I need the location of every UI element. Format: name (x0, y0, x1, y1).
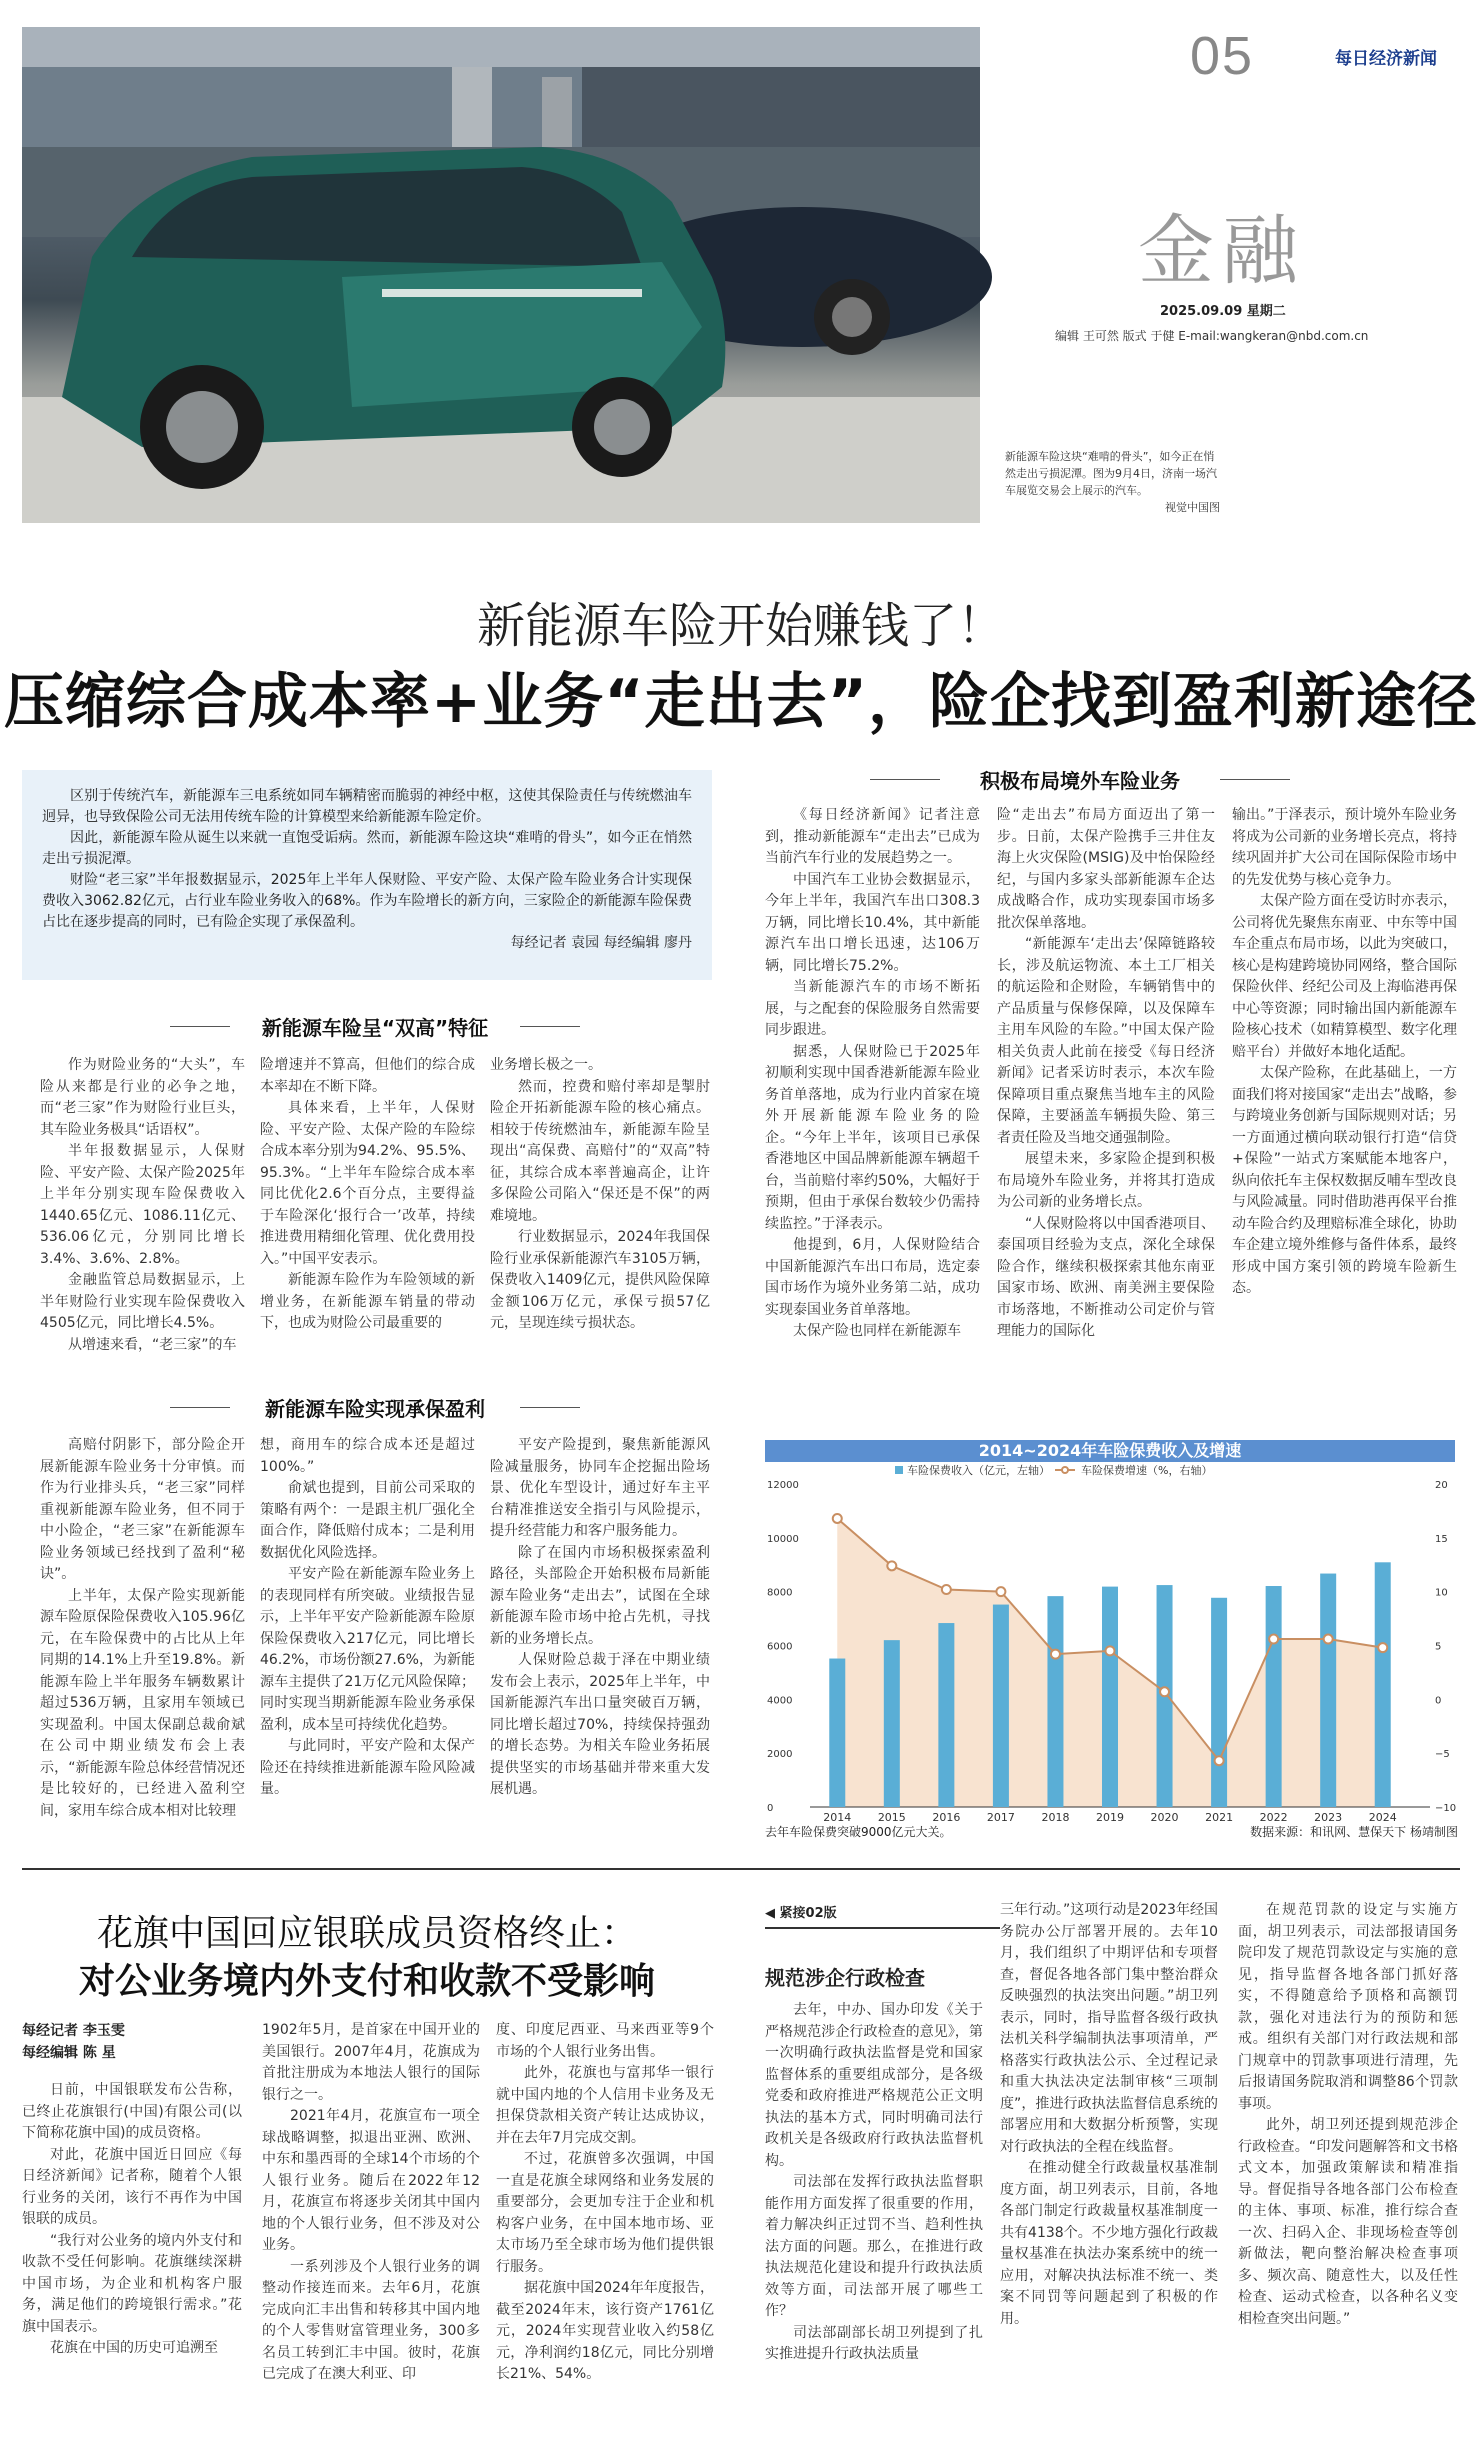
paragraph: 对此，花旗中国近日回应《每日经济新闻》记者称，随着个人银行业务的关闭，该行不再作为中国银联的成员。 (22, 2146, 242, 2227)
paragraph: “人保财险将以中国香港项目、泰国项目经验为支点，深化全球保险合作，继续积极探索其他东南亚国家市场、欧洲、南美洲主要保险市场落地，不断推动公司定价与管理能力的国际化 (997, 1215, 1215, 1339)
sub2-column-1 (40, 1435, 245, 1840)
paragraph: 三年行动。”这项行动是2023年经国务院办公厅部署开展的。去年10月，我们组织了中期评估和专项督查，督促各地各部门集中整治群众反映强烈的执法突出问题。”胡卫列表示，同时，指导监督各级行政执法机关科学编制执法事项清单，严格落实行政执法公示、全过程记录和重大执法决定法制审核“三项制度”，推进行政执法监督信息系统的部署应用和大数据分析预警，实现对行政执法的全程在线监督。 (1000, 1902, 1218, 2155)
x-tick-label: 2015 (877, 1811, 906, 1824)
sub3-column-2 (997, 805, 1215, 1427)
photo-credit: 视觉中国图 (1165, 501, 1220, 514)
paragraph: 人保财险总裁于泽在中期业绩发布会上表示，2025年上半年，中国新能源汽车出口量突破百万辆，同比增长超过70%，持续保持强劲的增长态势。为相关车险业务拓展提供坚实的市场基础并带来重大发展机遇。 (490, 1652, 710, 1797)
y-left-tick-label: 8000 (767, 1587, 793, 1599)
paragraph: 度、印度尼西亚、马来西亚等9个市场的个人银行业务出售。 (496, 2022, 714, 2060)
divider (170, 1407, 230, 1408)
x-tick-label: 2017 (986, 1811, 1015, 1824)
x-tick-label: 2023 (1314, 1811, 1343, 1824)
paragraph: 行业数据显示，2024年我国保险行业承保新能源汽车3105万辆，保费收入1409亿元，提供风险保障金额106万亿元，承保亏损57亿元，呈现连续亏损状态。 (490, 1229, 710, 1331)
growth-point (1051, 1650, 1060, 1659)
citi-byline-reporter: 每经记者 李玉雯 (22, 2023, 125, 2039)
bar (884, 1640, 900, 1807)
paragraph: 作为财险业务的“大头”，车险从来都是行业的必争之地，而“老三家”作为财险行业巨头，其车险业务极具“话语权”。 (40, 1057, 245, 1138)
section-title: 金融 (1138, 206, 1306, 295)
y-right-tick-label: 10 (1435, 1587, 1448, 1599)
paragraph: 半年报数据显示，人保财险、平安产险、太保产险2025年上半年分别实现车险保费收入1440.65亿元、1086.11亿元、536.06亿元，分别同比增长3.4%、3.6%、2.8%。 (40, 1143, 245, 1267)
paragraph: 展望未来，多家险企提到积极布局境外车险业务，并将其打造成为公司新的业务增长点。 (997, 1151, 1215, 1210)
paragraph: 平安产险提到，聚焦新能源风险减量服务，协同车企挖掘出险场景、优化车型设计，通过好车主平台精准推送安全指引与风险提示，提升经营能力和客户服务能力。 (490, 1437, 710, 1539)
bar (1211, 1598, 1227, 1807)
x-tick-label: 2019 (1096, 1811, 1124, 1824)
chart-note: 去年车险保费突破9000亿元大关。 (765, 1825, 952, 1839)
growth-point (833, 1514, 842, 1523)
paragraph: 花旗在中国的历史可追溯至 (50, 2340, 218, 2356)
bar (938, 1623, 954, 1807)
growth-point (1160, 1687, 1169, 1696)
paragraph: “我行对公业务的境内外支付和收款不受任何影响。花旗继续深耕中国市场，为企业和机构客户服务，满足他们的跨境银行需求。”花旗中国表示。 (22, 2232, 242, 2335)
citi-byline-editor: 每经编辑 陈 星 (22, 2045, 116, 2061)
caption-text: 新能源车险这块“难啃的骨头”，如今正在悄然走出亏损泥潭。图为9月4日，济南一场汽车展览交易会上展示的汽车。 (1005, 450, 1217, 497)
citi-column-1 (22, 2080, 242, 2425)
paragraph: 太保产险方面在受访时亦表示，公司将优先聚焦东南亚、中东等中国车企重点布局市场，以此为突破口，核心是构建跨境协同网络，整合国际保险伙伴、经纪公司及上海临港再保中心等资源；同时输出国内新能源车险核心技术（如精算模型、数字化理赔平台）并做好本地化适配。 (1232, 893, 1457, 1060)
sub1-column-2 (260, 1055, 475, 1331)
x-tick-label: 2016 (932, 1811, 961, 1824)
legend-line-marker (1062, 1467, 1068, 1473)
article3-column-3 (1238, 1900, 1458, 2425)
headline-1: 新能源车险开始赚钱了！ (476, 598, 1005, 654)
y-right-tick-label: 5 (1435, 1641, 1442, 1653)
paragraph: 此外，胡卫列还提到规范涉企行政检查。“印发问题解答和文书格式文本，加强政策解读和精准指导。督促指导各地各部门公布检查的主体、事项、标准，推行综合查一次、扫码入企、非现场检查等创新做法，靶向整治解决检查事项多、频次高、随意性大，以及任性检查、运动式检查，以各种名义变相检查突出问题。” (1238, 2117, 1458, 2327)
car-photo (22, 27, 980, 523)
growth-point (942, 1585, 951, 1594)
y-left-tick-label: 6000 (767, 1641, 793, 1653)
legend-line-label: 车险保费增速（%，右轴） (1081, 1464, 1213, 1477)
photo-caption (1005, 448, 1220, 516)
bar (1047, 1596, 1063, 1807)
growth-point (1269, 1635, 1278, 1644)
divider (520, 1407, 580, 1408)
paragraph: 险增速并不算高，但他们的综合成本率却在不断下降。 (260, 1057, 475, 1095)
citi-headline-2: 对公业务境内外支付和收款不受影响 (78, 1961, 655, 2002)
growth-point (887, 1561, 896, 1570)
section-separator (22, 1868, 1460, 1870)
legend-bar-swatch (895, 1466, 903, 1474)
paragraph: 业务增长极之一。 (490, 1057, 602, 1073)
sub3-column-1 (765, 805, 980, 1427)
chart-svg (765, 1462, 1460, 1857)
bar (1266, 1586, 1282, 1807)
sub2-column-2 (260, 1435, 475, 1840)
paragraph: 太保产险称，在此基础上，一方面我们将对接国家“走出去”战略，参与跨境业务创新与国际规则对话；另一方面通过横向联动银行打造“信贷+保险”一站式方案赋能本地客户，纵向依托车主保权数据反哺车型改良与风险减量。同时借助港再保平台推动车险合约及理赔标准全球化，协助车企建立境外维修与备件体系，最终形成中国方案引领的跨境车险新生态。 (1232, 1065, 1457, 1296)
paragraph: 《每日经济新闻》记者注意到，推动新能源车“走出去”已成为当前汽车行业的发展趋势之一。 (765, 807, 980, 866)
y-left-tick-label: 4000 (767, 1695, 793, 1707)
paragraph: 除了在国内市场积极探索盈利路径，头部险企开始积极布局新能源车险业务“走出去”，试图在全球新能源车险市场中抢占先机，寻找新的业务增长点。 (490, 1544, 710, 1647)
paragraph: 此外，花旗也与富邦华一银行就中国内地的个人信用卡业务及无担保贷款相关资产转让达成协议，并在去年7月完成交割。 (496, 2065, 714, 2146)
growth-point (1324, 1635, 1333, 1644)
x-tick-label: 2022 (1259, 1811, 1288, 1824)
paragraph: 日前，中国银联发布公告称，已终止花旗银行(中国)有限公司(以下简称花旗中国)的成员资格。 (22, 2082, 242, 2141)
bar (829, 1659, 845, 1807)
bar (993, 1605, 1009, 1807)
growth-point (1106, 1646, 1115, 1655)
paper-name: 每日经济新闻 (1335, 49, 1437, 69)
paragraph: 上半年，太保产险实现新能源车险原保险保费收入105.96亿元，在车险保费中的占比从上年同期的14.1%上升至19.8%。新能源车险上半年服务车辆数累计超过536万辆，且家用车领域已实现盈利。中国太保副总裁俞斌在公司中期业绩发布会上表示，“新能源车险总体经营情况还是比较好的，已经进入盈利空间，家用车综合成本相对比较理 (40, 1587, 245, 1819)
growth-point (1378, 1643, 1387, 1652)
paragraph: 太保产险也同样在新能源车 (793, 1323, 961, 1339)
y-left-tick-label: 10000 (767, 1533, 799, 1545)
citi-column-3 (496, 2020, 714, 2425)
paragraph: 金融监管总局数据显示，上半年财险行业实现车险保费收入4505亿元，同比增长4.5%。 (40, 1272, 245, 1331)
lead-byline: 每经记者 袁园 每经编辑 廖丹 (510, 935, 692, 951)
editor-line: 编辑 王可然 版式 于健 E-mail:wangkeran@nbd.com.cn (1055, 329, 1369, 343)
paragraph: 具体来看，上半年，人保财险、平安产险、太保产险的车险综合成本率分别为94.2%、95.5%、95.3%。“上半年车险综合成本率同比优化2.6个百分点，主要得益于车险深化‘报行合一’改革，持续推进费用精细化管理、优化费用投入。”中国平安表示。 (260, 1100, 475, 1267)
paragraph: 1902年5月，是首家在中国开业的美国银行。2007年4月，花旗成为首批注册成为本地法人银行的国际银行之一。 (262, 2022, 480, 2103)
continued-from-tag: ◀ 紧接02版 (765, 1903, 1000, 1929)
paragraph: 中国汽车工业协会数据显示，今年上半年，我国汽车出口308.3万辆，同比增长10.4%，其中新能源汽车出口增长迅速，达106万辆，同比增长75.2%。 (765, 871, 980, 974)
paragraph: 据悉，人保财险已于2025年初顺利实现中国香港新能源车险业务首单落地，成为行业内首家在境外开展新能源车险业务的险企。“今年上半年，该项目已承保香港地区中国品牌新能源车辆超千台，当前赔付率约50%，大幅好于预期，但由于承保台数较少仍需持续监控。”于泽表示。 (765, 1043, 980, 1232)
y-right-tick-label: 20 (1435, 1480, 1448, 1491)
paragraph: 他提到，6月，人保财险结合中国新能源汽车出口布局，选定泰国市场作为境外业务第二站，成功实现泰国业务首单落地。 (765, 1237, 980, 1318)
paragraph: 司法部副部长胡卫列提到了扎实推进提升行政执法质量 (765, 2324, 983, 2362)
paragraph: 在推动健全行政裁量权基准制度方面，胡卫列表示，目前，各地各部门制定行政裁量权基准制度一共有4138个。不少地方强化行政裁量权基准在执法办案系统中的统一应用，对解决执法标准不统一、类案不同罚等问题起到了积极的作用。 (1000, 2160, 1218, 2327)
y-left-tick-label: 12000 (767, 1480, 799, 1491)
headline-2: 压缩综合成本率+业务“走出去”，险企找到盈利新途径 (3, 667, 1479, 737)
paragraph: 在规范罚款的设定与实施方面，胡卫列表示，司法部报请国务院印发了规范罚款设定与实施的意见，指导监督各地各部门抓好落实，不得随意给予顶格和高额罚款，强化对违法行为的预防和惩戒。组织有关部门对行政法规和部门规章中的罚款事项进行清理，先后报请国务院取消和调整86个罚款事项。 (1238, 1902, 1458, 2112)
chart-title: 2014~2024年车险保费收入及增速 (765, 1440, 1455, 1462)
lead-paragraph: 因此，新能源车险从诞生以来就一直饱受诟病。然而，新能源车险这块“难啃的骨头”，如今正在悄然走出亏损泥潭。 (42, 830, 692, 867)
article3-title: 规范涉企行政检查 (765, 1966, 925, 1990)
lead-paragraph: 区别于传统汽车，新能源车三电系统如同车辆精密而脆弱的神经中枢，这使其保险责任与传统燃油车迥异，也导致保险公司无法用传统车险的计算模型来给新能源车险定价。 (42, 788, 692, 825)
legend-bar-label: 车险保费收入（亿元，左轴） (907, 1464, 1050, 1477)
paragraph: 平安产险在新能源车险业务上的表现同样有所突破。业绩报告显示，上半年平安产险新能源车险原保险保费收入217亿元，同比增长46.2%，市场份额27.6%，为新能源车主提供了21万亿元风险保障；同时实现当期新能源车险业务承保盈利，成本呈可持续优化趋势。 (260, 1566, 475, 1733)
paragraph: “新能源车‘走出去’保障链路较长，涉及航运物流、本土工厂相关的航运险和企财险，车辆销售中的产品质量与保修保障，以及保障车主用车风险的车险。”中国太保产险相关负责人此前在接受《每日经济新闻》记者采访时表示，本次车险保障项目重点聚焦当地车主的风险保障，主要涵盖车辆损失险、第三者责任险及当地交通强制险。 (997, 936, 1215, 1146)
citi-column-2 (262, 2020, 480, 2425)
y-right-tick-label: 0 (1435, 1695, 1442, 1707)
sub2-column-3 (490, 1435, 710, 1840)
bar (1102, 1587, 1118, 1807)
sub1-column-3 (490, 1055, 710, 1331)
article3-column-1 (765, 2000, 983, 2425)
paragraph: 高赔付阴影下，部分险企开展新能源车险业务十分审慎。而作为行业排头兵，“老三家”同样重视新能源车险业务，但不同于中小险企，“老三家”在新能源车险业务领域已经找到了盈利“秘诀”。 (40, 1437, 245, 1582)
growth-point (996, 1587, 1005, 1596)
lead-paragraph: 财险“老三家”半年报数据显示，2025年上半年人保财险、平安产险、太保产险车险业务合计实现保费收入3062.82亿元，占行业车险业务收入的68%。作为车险增长的新方向，三家险企的新能源车险保费占比在逐步提高的同时，已有险企实现了承保盈利。 (42, 872, 692, 930)
divider (170, 1026, 230, 1027)
y-left-tick-label: 2000 (767, 1749, 793, 1761)
paragraph: 一系列涉及个人银行业务的调整动作接连而来。去年6月，花旗完成向汇丰出售和转移其中国内地的个人零售财富管理业务，300多名员工转到汇丰中国。彼时，花旗已完成了在澳大利亚、印 (262, 2258, 480, 2382)
paragraph: 从增速来看，“老三家”的车 (68, 1336, 237, 1353)
paragraph: 想，商用车的综合成本还是超过100%。” (260, 1437, 475, 1475)
paragraph: 新能源车险作为车险领域的新增业务，在新能源车销量的带动下，也成为财险公司最重要的 (260, 1272, 475, 1331)
y-left-tick-label: 0 (767, 1803, 774, 1814)
x-tick-label: 2021 (1205, 1811, 1234, 1824)
paragraph: 与此同时，平安产险和太保产险还在持续推进新能源车险风险减量。 (260, 1738, 475, 1797)
page-number: 05 (1190, 26, 1255, 86)
subheading-profit: 新能源车险实现承保盈利 (265, 1397, 485, 1421)
x-tick-label: 2018 (1041, 1811, 1070, 1824)
paragraph: 据花旗中国2024年年度报告，截至2024年末，该行资产1761亿元，2024年实现营业收入约58亿元，净利润约18亿元，同比分别增长21%、54%。 (496, 2280, 714, 2382)
car-illustration (22, 27, 980, 523)
chart (765, 1462, 1460, 1857)
subheading-double-high: 新能源车险呈“双高”特征 (261, 1016, 489, 1040)
y-right-tick-label: −10 (1435, 1803, 1457, 1814)
paragraph: 俞斌也提到，目前公司采取的策略有两个：一是跟主机厂强化全面合作，降低赔付成本；二是利用数据优化风险选择。 (260, 1480, 475, 1561)
paragraph: 然而，控费和赔付率却是掣肘险企开拓新能源车险的核心痛点。相较于传统燃油车，新能源车险呈现出“高保费、高赔付”的“双高”特征，其综合成本率普遍高企，让许多保险公司陷入“保还是不保”的两难境地。 (490, 1078, 710, 1224)
paragraph: 2021年4月，花旗宣布一项全球战略调整，拟退出亚洲、欧洲、中东和墨西哥的全球14个市场的个人银行业务。随后在2022年12月，花旗宣布将逐步关闭其中国内地的个人银行业务，但不涉及对公业务。 (262, 2108, 480, 2253)
paragraph: 当新能源汽车的市场不断拓展，与之配套的保险服务自然需要同步跟进。 (765, 979, 980, 1038)
paragraph: 去年，中办、国办印发《关于严格规范涉企行政检查的意见》，第一次明确行政执法监督是党和国家监督体系的重要组成部分，是各级党委和政府推进严格规范公正文明执法的基本方式，同时明确司法行政机关是各级政府行政执法监督机构。 (765, 2002, 983, 2169)
bar (1375, 1562, 1391, 1807)
divider (870, 779, 940, 780)
divider (520, 1026, 580, 1027)
x-tick-label: 2024 (1368, 1811, 1397, 1824)
chart-source: 数据来源：和讯网、慧保天下 杨靖制图 (1250, 1825, 1458, 1839)
subheading-overseas: 积极布局境外车险业务 (980, 769, 1180, 793)
x-tick-label: 2014 (823, 1811, 852, 1824)
sub1-column-1 (40, 1055, 245, 1353)
y-right-tick-label: −5 (1435, 1749, 1450, 1761)
lead-box (22, 770, 712, 980)
divider (1220, 779, 1290, 780)
y-right-tick-label: 15 (1435, 1533, 1448, 1545)
paragraph: 输出。”于泽表示，预计境外车险业务将成为公司新的业务增长亮点，将持续巩固并扩大公司在国际保险市场中的先发优势与核心竞争力。 (1232, 807, 1457, 888)
paragraph: 不过，花旗曾多次强调，中国一直是花旗全球网络和业务发展的重要部分，会更加专注于企业和机构客户业务，在中国本地市场、亚太市场乃至全球市场为他们提供银行服务。 (496, 2151, 714, 2275)
paragraph: 险“走出去”布局方面迈出了第一步。日前，太保产险携手三井住友海上火灾保险(MSIG)及中怡保险经纪，与国内多家头部新能源车企达成战略合作，成功实现泰国市场多批次保单落地。 (997, 807, 1215, 931)
issue-date: 2025.09.09 星期二 (1160, 304, 1286, 319)
x-tick-label: 2020 (1150, 1811, 1179, 1824)
growth-point (1215, 1756, 1224, 1765)
sub3-column-3 (1232, 805, 1457, 1427)
article3-column-2 (1000, 1900, 1218, 2425)
paragraph: 司法部在发挥行政执法监督职能作用方面发挥了很重要的作用，着力解决纠正过罚不当、趋利性执法方面的问题。那么，在推进行政执法规范化建设和提升行政执法质效等方面，司法部开展了哪些工作？ (765, 2174, 983, 2319)
bar (1320, 1574, 1336, 1807)
citi-headline-1: 花旗中国回应银联成员资格终止： (96, 1913, 637, 1954)
